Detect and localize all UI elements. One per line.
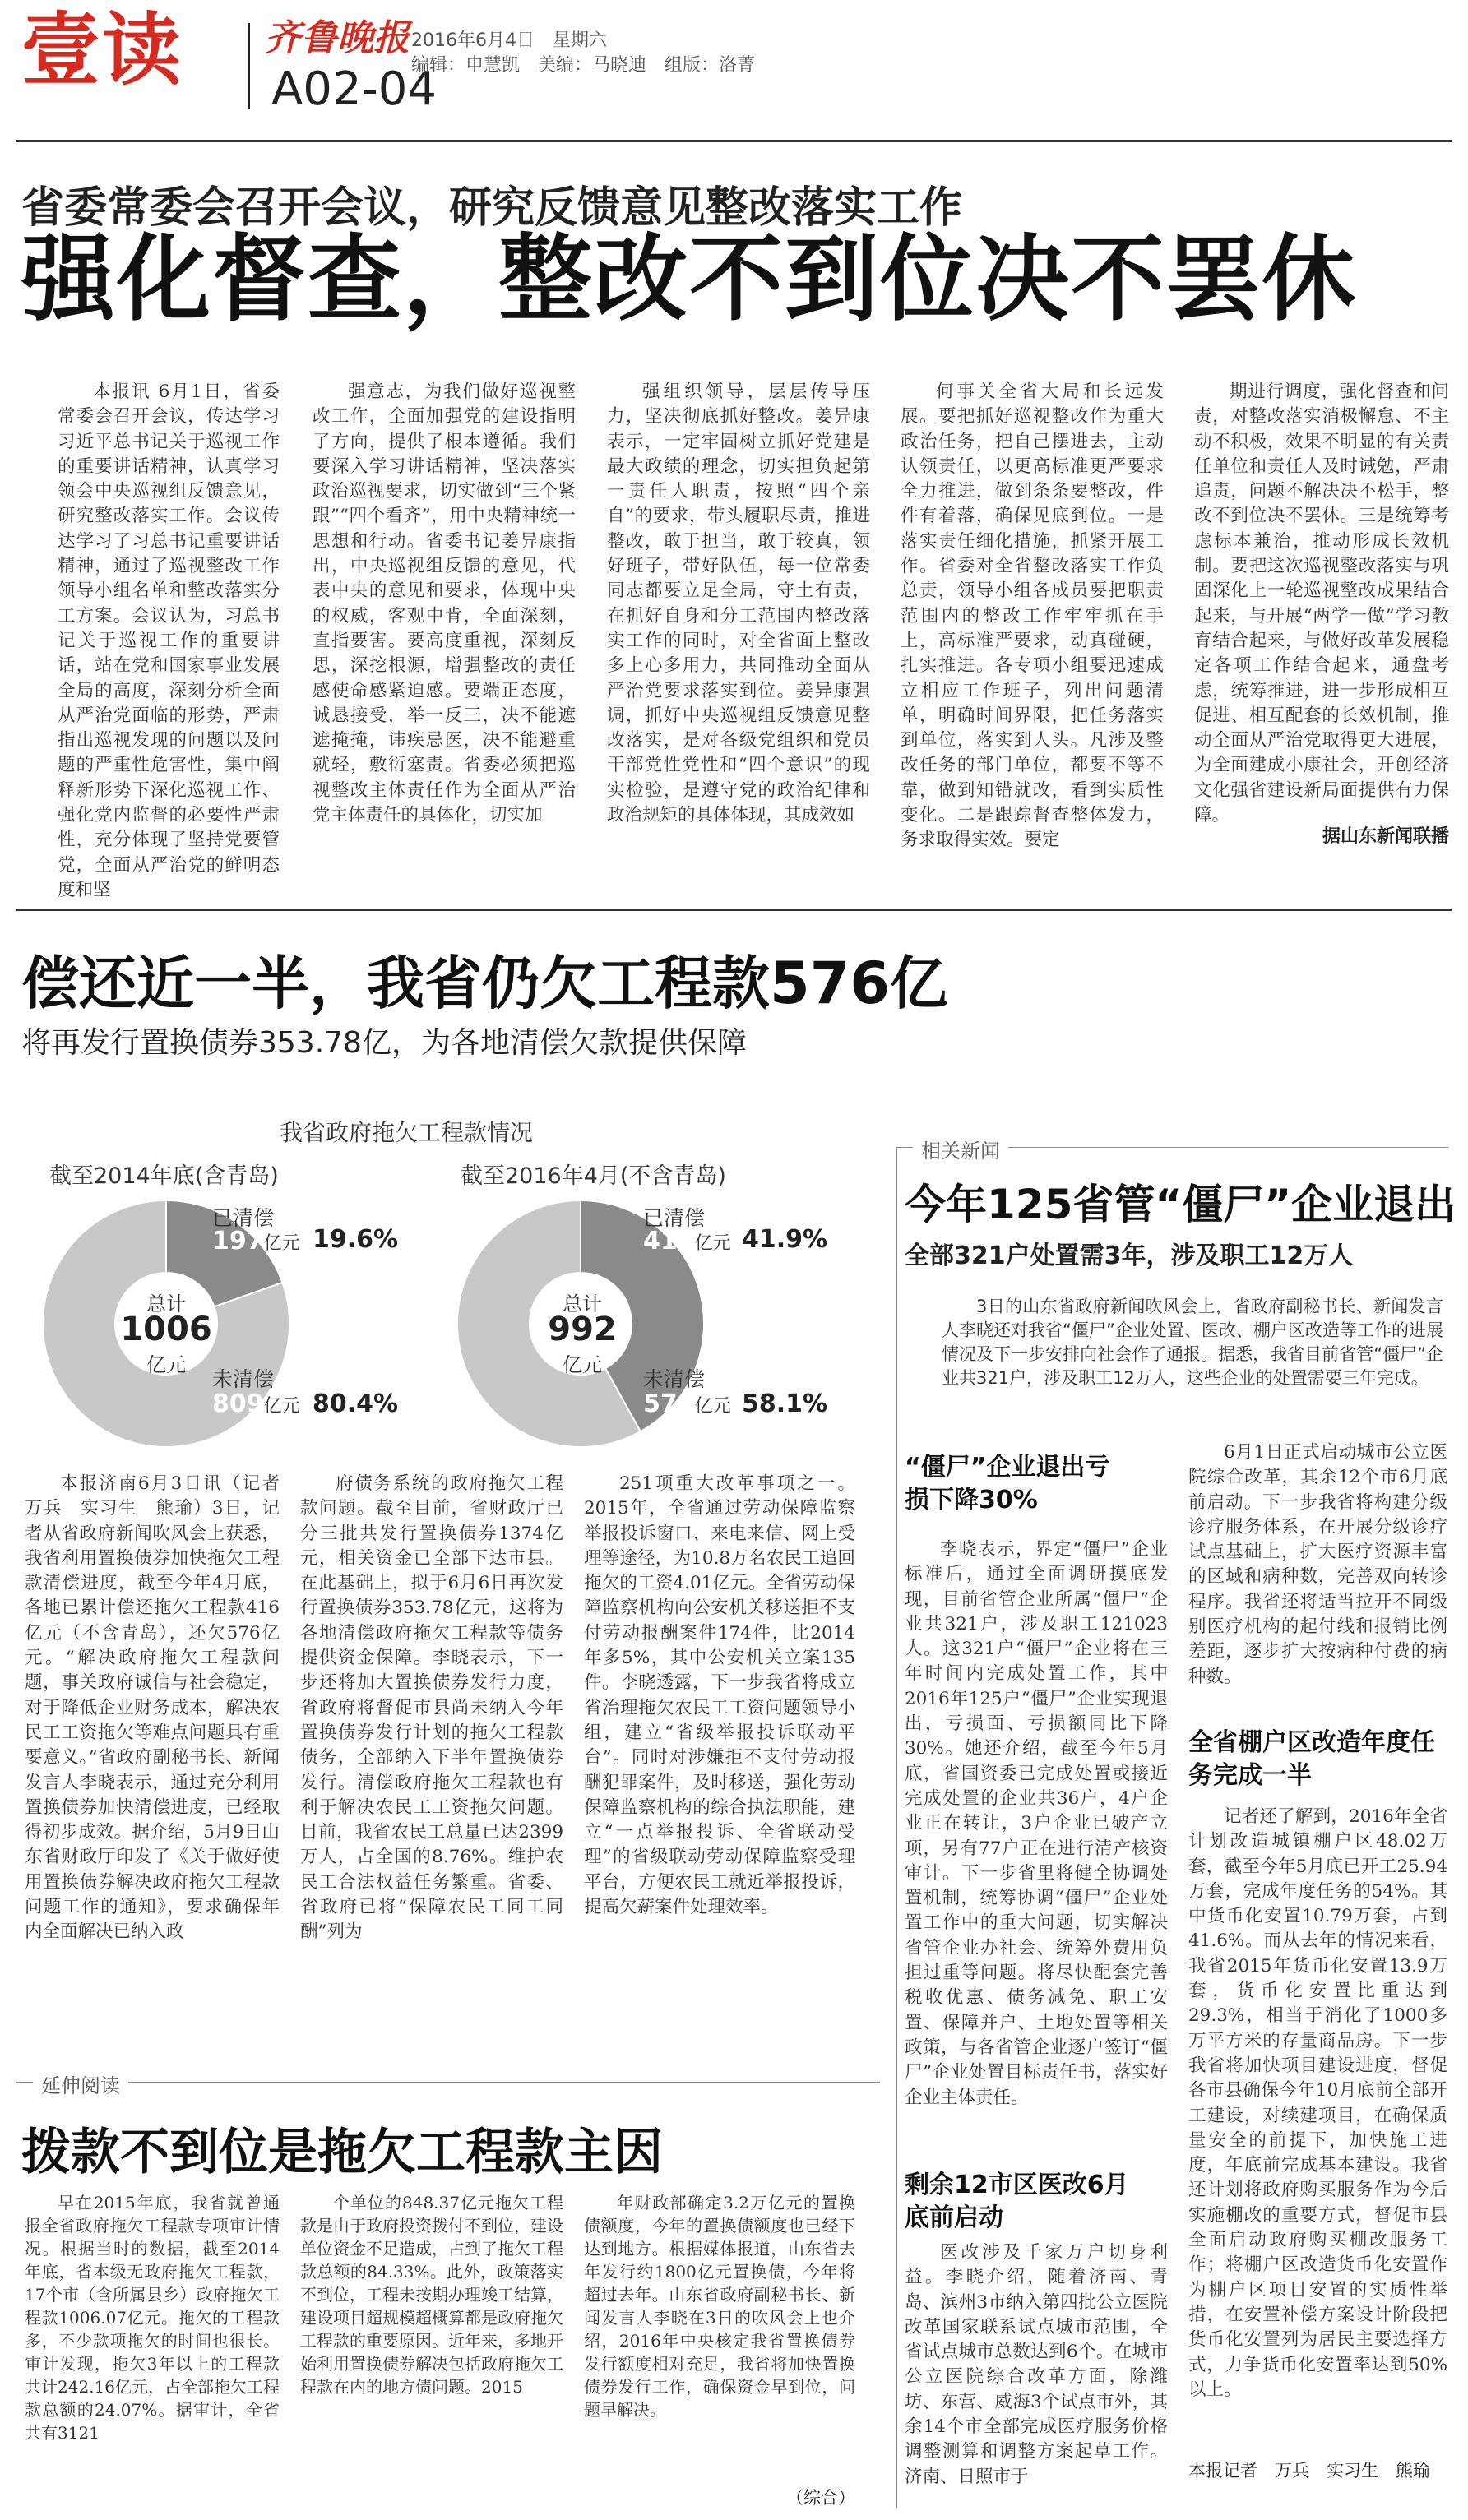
chart-2-total-label: 总计 [563,1292,602,1315]
related-section-2-head: 剩余12市区医改6月底前启动 [905,2171,1129,2232]
chart-1-total-value: 1006 [120,1311,212,1348]
chart-1-unpaid-label: 未清偿 [212,1367,275,1391]
story2-column-3: 251项重大改革事项之一。2015年，全省通过劳动保障监察举报投诉窗口、来电来信、网上受理等途径，为10.8万名农民工追回拖欠的工资4.01亿元。全省劳动保障监察机构向公安机关移送拒不支付劳动报酬案件174件，比2014年多5%，其中公安机关立案135件。李晓透露，下一步我省将成立省治理拖欠农民工工资问题领导小组，建立“省级举报投诉联动平台”。同时对涉嫌拒不支付劳动报酬犯罪案件，及时移送，强化劳动保障监察机构的综合执法职能，建立“一点举报投诉、全省联动受理”的省级联动劳动保障监察受理平台，方便农民工就近举报投诉，提高欠薪案件处理效率。 [584,1473,855,1918]
related-lead: 3日的山东省政府新闻吹风会上，省政府副秘书长、新闻发言人李晓还对我省“僵尸”企业处置、医改、棚户区改造等工作的进展情况及下一步安排向社会作了通报。据悉，我省目前省管“僵尸”企业共321户，涉及职工12万人，这些企业的处置需要三年完成。 [942,1297,1443,1388]
chart-1-unpaid-percent: 80.4% [313,1389,399,1418]
story1-headline: 强化督查，整改不到位决不罢休 [21,224,1358,334]
related-column-1b: 医改涉及千家万户切身利益。李晓介绍，随着济南、青岛、滨州3市纳入第四批公立医院改革国家联系试点城市范围，全省试点城市总数达到6个。在城市公立医院综合改革方面，除潍坊、东营、威海3个试点市外，其余14个市全部完成医疗服务价格调整测算和调整方案起草工作。济南、日照市于 [905,2242,1168,2487]
chart-2-total-unit: 亿元 [563,1353,602,1376]
chart-1-total-unit: 亿元 [146,1353,186,1376]
masthead-rule [16,140,1452,142]
chart-1-paid-amount: 197亿元 [212,1227,300,1255]
chart-2-unpaid-amount: 576亿元 [643,1389,731,1418]
related-byline: 本报记者 万兵 实习生 熊瑜 [1188,2461,1430,2481]
chart-1-total-label: 总计 [146,1292,186,1315]
related-headline: 今年125省管“僵尸”企业退出 [905,1181,1456,1228]
story2-headline: 偿还近一半，我省仍欠工程款576亿 [21,950,948,1017]
newspaper-logo: 齐鲁晚报 [265,17,410,59]
chart-title: 我省政府拖欠工程款情况 [280,1119,534,1146]
chart-2-subtitle: 截至2016年4月(不含青岛) [461,1163,726,1189]
story1-column-3: 强组织领导，层层传导压力，坚决彻底抓好整改。姜异康表示，一定牢固树立抓好党建是最大政绩的理念，切实担负起第一责任人职责，按照“四个亲自”的要求，带头履职尽责，推进整改，敢于担当，敢于较真，领好班子，带好队伍，每一位常委同志都要立足全局，守土有责，在抓好自身和分工范围内整改落实工作的同时，对全省面上整改多上心多用力，共同推动全面从严治党要求落实到位。姜异康强调，抓好中央巡视组反馈意见整改落实，是对各级党组织和党员干部党性党性和“四个意识”的现实检验，是遵守党的政治纪律和政治规矩的具体体现，其成效如 [607,381,870,826]
related-section-3-head: 全省棚户区改造年度任务完成一半 [1188,1728,1435,1790]
chart-1-paid-label: 已清偿 [212,1206,275,1230]
chart-2-paid-percent: 41.9% [742,1225,828,1254]
related-column-2: 6月1日正式启动城市公立医院综合改革，其余12个市6月底前启动。下一步我省将构建分级诊疗服务体系，在开展分级诊疗试点基础上，扩大医疗资源丰富的区域和病种数，完善双向转诊程序。我省还将适当拉开不同级别医疗机构的起付线和报销比例差距，逐步扩大按病种付费的病种数。 [1188,1442,1447,1687]
chart-2-total-value: 992 [548,1311,617,1348]
page-number: A02-04 [271,62,438,116]
related-column-1: 李晓表示，界定“僵尸”企业标准后，通过全面调研摸底发现，目前省管企业所属“僵尸”企业共321户，涉及职工121023人。这321户“僵尸”企业将在三年时间内完成处置工作，其中2016年125户“僵尸”企业实现退出，亏损面、亏损额同比下降30%。她还介绍，截至今年5月底，省国资委已完成处置或接近完成处置的企业共36户，4户企业正在转让，3户企业已破产立项，另有77户正在进行清产核资审计。下一步省里将健全协调处置机制，统筹协调“僵尸”企业处置工作中的重大问题，切实解决省管企业办社会、统筹外费用负担过重等问题。将尽快配套完善税收优惠、债务减免、职工安置、保障并户、土地处置等相关政策，与各省管企业逐户签订“僵尸”企业处置目标责任书，落实好企业主体责任。 [905,1539,1168,2108]
story2-column-2: 府债务系统的政府拖欠工程款问题。截至目前，省财政厅已分三批共发行置换债券1374亿元，相关资金已全部下达市县。在此基础上，拟于6月6日再次发行置换债券353.78亿元，这将为各地清偿政府拖欠工程款等债务提供资金保障。李晓表示，下一步还将加大置换债券发行力度，省政府将督促市县尚未纳入今年置换债券发行计划的拖欠工程款债务，全部纳入下半年置换债券发行。清偿政府拖欠工程款也有利于解决农民工工资拖欠问题。目前，我省农民工总量已达2399万人，占全国的8.76%。维护农民工合法权益任务繁重。省委、省政府已将“保障农民工同工同酬”列为 [300,1473,563,1943]
related-subhead: 全部321户处置需3年，涉及职工12万人 [905,1242,1354,1270]
issue-date: 2016年6月4日 星期六 [411,30,607,51]
story1-source: 据山东新闻联播 [1322,826,1449,847]
editor-credits: 编辑：申慧凯 美编：马晓迪 组版：洛菁 [411,55,756,76]
story3-column-3: 年财政部确定3.2万亿元的置换债额度，今年的置换债额度也已经下达到地方。根据媒体报道，山东省去年发行约1800亿元置换债，今年将超过去年。山东省政府副秘书长、新闻发言人李晓在3日的吹风会上也介绍，2016年中央核定我省置换债券发行额度相对充足，我省将加快置换债券发行工作，确保资金早到位，问题早解决。 [584,2193,855,2420]
chart-2-unpaid-label: 未清偿 [643,1367,706,1391]
story1-bottom-rule [16,909,1452,911]
related-section-1-head: “僵尸”企业退出亏损下降30% [905,1453,1110,1514]
story3-source: （综合） [786,2488,855,2508]
story2-column-1: 本报济南6月3日讯（记者 万兵 实习生 熊瑜）3日，记者从省政府新闻吹风会上获悉，我省利用置换债券加快拖欠工程款清偿进度，截至今年4月底，各地已累计偿还拖欠工程款416亿元（不含青岛），还欠576亿元。“解决政府拖欠工程款问题，事关政府诚信与社会稳定，对于降低企业财务成本，解决农民工工资拖欠等难点问题具有重要意义。”省政府副秘书长、新闻发言人李晓表示，通过充分利用置换债券加快清偿进度，已经取得初步成效。据介绍，5月9日山东省财政厅印发了《关于做好使用置换债券解决政府拖欠工程款问题工作的通知》，要求确保年内全面解决已纳入政 [25,1473,298,1943]
story1-column-1: 本报讯 6月1日，省委常委会召开会议，传达学习习近平总书记关于巡视工作的重要讲话精神，认真学习领会中央巡视组反馈意见，研究整改落实工作。会议传达学习了习总书记重要讲话精神，通过了巡视整改工作领导小组名单和整改落实分工方案。会议认为，习总书记关于巡视工作的重要讲话，站在党和国家事业发展全局的高度，深刻分析全面从严治党面临的形势，严肃指出巡视发现的问题以及问题的严重性危害性，集中阐释新形势下深化巡视工作、强化党内监督的必要性严肃性，充分体现了坚持党要管党，全面从严治党的鲜明态度和坚 [58,381,280,900]
masthead-divider [248,23,250,109]
related-column-2b: 记者还了解到，2016年全省计划改造城镇棚户区48.02万套，截至今年5月底已开工25.94万套，完成年度任务的54%。其中货币化安置10.79万套，占到41.6%。而从去年的情况来看，我省2015年货币化安置13.9万套，货币化安置比重达到29.3%，相当于消化了1000多万平方米的存量商品房。下一步我省将加快项目建设进度，督促各市县确保今年10月底前全部开工建设，对续建项目，在确保质量安全的前提下，加快施工进度，年底前完成基本建设。我省还计划将政府购买服务作为今后实施棚改的重要方式，督促市县全面启动政府购买棚改服务工作；将棚户区改造货币化安置作为棚户区项目安置的实质性举措，在安置补偿方案设计阶段把货币化安置列为居民主要选择方式，力争货币化安置率达到50%以上。 [1188,1806,1447,2400]
story3-headline: 拨款不到位是拖欠工程款主因 [21,2124,663,2181]
section-title: 壹读 [21,4,183,96]
chart-1-subtitle: 截至2014年底(含青岛) [49,1163,279,1189]
story3-column-2: 个单位的848.37亿元拖欠工程款是由于政府投资拨付不到位，建设单位资金不足造成，占到了拖欠工程款总额的84.33%。此外，政策落实不到位，工程未按期办理竣工结算，建设项目超规模超概算都是政府拖欠工程款的重要原因。近年来，多地开始利用置换债券解决包括政府拖欠工程款在内的地方债问题。2015 [300,2193,563,2397]
story3-top-rule [16,2082,880,2083]
story1-subhead: 省委常委会召开会议，研究反馈意见整改落实工作 [21,183,963,233]
chart-2-unpaid-percent: 58.1% [742,1389,828,1418]
related-tag: 相关新闻 [913,1135,1008,1163]
story2-subhead: 将再发行置换债券353.78亿，为各地清偿欠款提供保障 [21,1026,747,1060]
story3-tag: 延伸阅读 [33,2069,128,2098]
story1-column-2: 强意志，为我们做好巡视整改工作，全面加强党的建设指明了方向，提供了根本遵循。我们要深入学习讲话精神，坚决落实政治巡视要求，切实做到“三个紧跟”“四个看齐”，用中央精神统一思想和行动。省委书记姜异康指出，中央巡视组反馈的意见，代表中央的意见和要求，体现中央的权威，客观中肯，全面深刻，直指要害。要高度重视，深刻反思，深挖根源，增强整改的责任感使命感紧迫感。要端正态度，诚恳接受，举一反三，决不能遮遮掩掩，讳疾忌医，决不能避重就轻，敷衍塞责。省委必须把巡视整改主体责任作为全面从严治党主体责任的具体化，切实加 [313,381,576,826]
chart-2-paid-label: 已清偿 [643,1206,706,1230]
story3-column-1: 早在2015年底，我省就曾通报全省政府拖欠工程款专项审计情况。根据当时的数据，截至2014年底，省本级无政府拖欠工程款，17个市（含所属县乡）政府拖欠工程款1006.07亿元。拖欠的工程款多，不少款项拖欠的时间也很长。审计发现，拖欠3年以上的工程款共计242.16亿元，占全部拖欠工程款总额的24.07%。据审计，全省共有3121 [25,2193,280,2443]
story1-column-4: 何事关全省大局和长远发展。要把抓好巡视整改作为重大政治任务，把自己摆进去，主动认领责任，以更高标准更严要求全力推进，做到条条要整改，件件有着落，确保见底到位。一是落实责任细化措施，抓紧开展工作。省委对全省整改落实工作负总责，领导小组各成员要把职责范围内的整改工作牢牢抓在手上，高标准严要求，动真碰硬，扎实推进。各专项小组要迅速成立相应工作班子，列出问题清单，明确时间界限，把任务落实到单位，落实到人头。凡涉及整改任务的部门单位，都要不等不靠，做到知错就改，看到实质性变化。二是跟踪督查整体发力，务求取得实效。要定 [901,381,1164,851]
story1-column-5: 期进行调度，强化督查和问责，对整改落实消极懈怠、不主动不积极，效果不明显的有关责任单位和责任人及时诫勉，严肃追责，问题不解决决不松手，整改不到位决不罢休。三是统筹考虑标本兼治，推动形成长效机制。要把这次巡视整改落实与巩固深化上一轮巡视整改成果结合起来，与开展“两学一做”学习教育结合起来，与做好改革发展稳定各项工作结合起来，通盘考虑，统筹推进，进一步形成相互促进、相互配套的长效机制，推动全面从严治党取得更大进展，为全面建成小康社会，开创经济文化强省建设新局面提供有力保障。 [1194,381,1449,826]
chart-1-unpaid-amount: 809亿元 [212,1389,300,1418]
chart-1-paid-percent: 19.6% [313,1225,399,1254]
chart-2-paid-amount: 416亿元 [643,1227,731,1255]
